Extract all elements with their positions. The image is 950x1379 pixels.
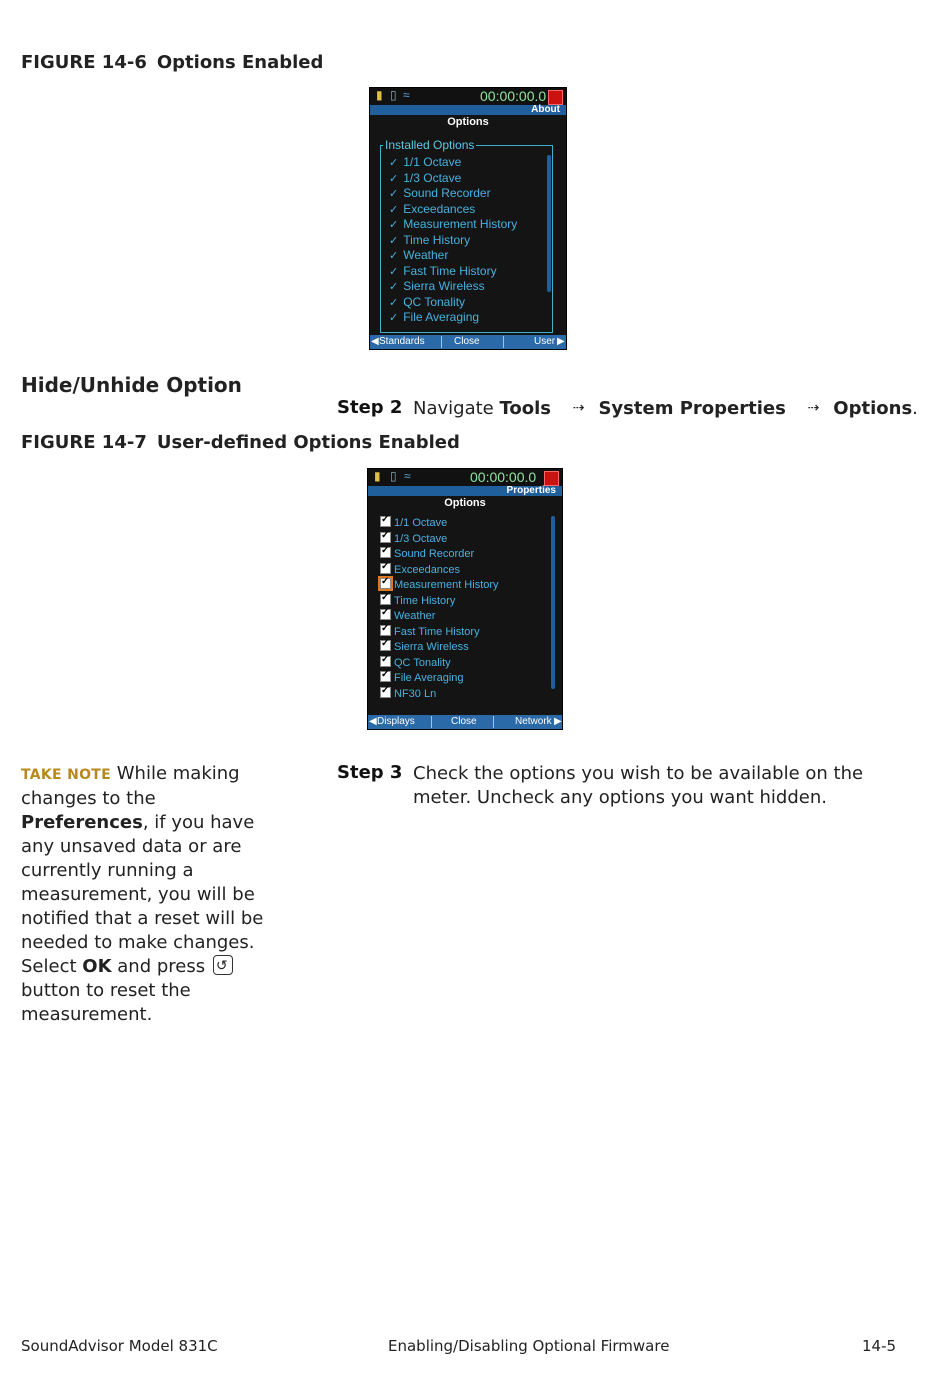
screen-title: Options [447,116,489,128]
timer: 00:00:00.0 [470,469,537,485]
option-checkbox[interactable] [380,594,391,605]
right-arrow-icon: ▶ [557,336,565,347]
option-checkbox[interactable] [380,516,391,527]
check-icon: ✓ [389,172,399,185]
option-label: 1/3 Octave [394,532,448,545]
installed-option-item [389,295,465,309]
softkey-bar [368,715,562,729]
tab-about: About [370,105,566,115]
option-label: Sound Recorder [403,186,491,200]
step-2-verb: Navigate [413,398,494,419]
option-checkbox[interactable] [380,687,391,698]
installed-option-item [389,264,497,278]
usb-icon: ▯ [390,469,397,483]
option-checkbox[interactable] [380,625,391,636]
softkey-close: Close [454,336,480,347]
option-checkbox[interactable] [380,656,391,667]
option-checkbox-row[interactable] [380,656,451,669]
option-checkbox-row[interactable] [380,578,499,591]
installed-options-legend: Installed Options [385,138,475,152]
scrollbar [551,516,555,689]
reset-button-icon [213,955,233,975]
option-label: File Averaging [403,310,480,324]
menu-path-options: Options [833,398,913,419]
option-label: Sound Recorder [394,548,475,560]
figure-number: FIGURE 14-7 [21,432,147,453]
battery-icon: ▮ [376,88,383,102]
option-checkbox[interactable] [380,640,391,651]
check-icon: ✓ [389,157,399,169]
installed-option-item [389,202,475,216]
step-2-text: Navigate Tools ⇢ System Properties ⇢ Options. [413,398,918,419]
softkey-close: Close [451,716,477,727]
option-label: Exceedances [403,201,476,216]
option-label: Weather [403,248,449,262]
softkey-user: User [534,336,556,347]
option-label: Measurement History [394,579,499,591]
figure-caption-14-7 [21,432,460,453]
option-checkbox-row[interactable] [380,625,480,638]
tab-properties: Properties [368,486,562,496]
option-label: Fast Time History [394,625,480,638]
option-label: QC Tonality [403,294,466,309]
arrow-icon: ⇢ [807,400,820,416]
option-checkbox[interactable] [380,563,391,574]
take-note-tag: TAKE NOTE [21,767,112,783]
check-icon: ✓ [389,188,399,200]
option-label: Weather [394,610,436,622]
screen-title: Options [444,497,486,509]
battery-icon: ▮ [374,469,381,483]
section-heading: Hide/Unhide Option [21,373,242,397]
softkey-network: Network [515,716,552,727]
installed-option-item [389,186,491,200]
status-bar [370,88,566,105]
option-label: Sierra Wireless [394,641,469,653]
menu-path-system-properties: System Properties [598,398,786,419]
scrollbar [547,155,551,292]
installed-option-item [389,310,479,324]
option-label: NF30 Ln [394,687,437,700]
option-checkbox-row[interactable] [380,547,474,560]
option-label: Exceedances [394,563,461,576]
stop-icon [548,90,563,105]
installed-option-item [389,155,461,169]
installed-option-item [389,279,485,293]
softkey-standards: Standards [379,336,425,347]
stop-icon [544,471,559,486]
option-label: QC Tonality [394,656,451,669]
check-icon: ✓ [389,234,399,247]
footer-center: Enabling/Disabling Optional Firmware [388,1337,670,1355]
option-label: 1/1 Octave [394,517,448,529]
option-checkbox[interactable] [380,547,391,558]
wifi-icon: ≈ [404,469,411,483]
option-label: Fast Time History [403,263,497,278]
wifi-icon: ≈ [403,88,410,102]
ok-term: OK [82,956,112,977]
device-screen-installed-options [369,87,567,350]
arrow-icon: ⇢ [572,400,585,416]
option-label: Time History [394,594,456,607]
option-checkbox-row[interactable] [380,532,447,545]
option-checkbox[interactable] [380,578,391,589]
option-checkbox-row[interactable] [380,594,455,607]
check-icon: ✓ [389,219,399,231]
page-number: 14-5 [862,1337,897,1355]
menu-path-tools: Tools [499,398,551,419]
installed-option-item [389,171,461,185]
installed-option-item [389,233,470,247]
step-3-text: Check the options you wish to be available on the meter. Uncheck any options you want hidden. [413,763,864,808]
option-checkbox-row[interactable] [380,687,436,700]
option-checkbox-row[interactable] [380,516,447,529]
right-arrow-icon: ▶ [554,716,562,727]
option-checkbox-row[interactable] [380,640,469,653]
option-label: 1/3 Octave [403,170,462,185]
figure-title: Options Enabled [156,52,324,73]
footer-left: SoundAdvisor Model 831C [21,1337,218,1355]
option-checkbox-row[interactable] [380,563,460,576]
check-icon: ✓ [389,265,399,278]
step-3-label: Step 3 [337,762,403,783]
option-label: Time History [403,232,471,247]
option-checkbox-row[interactable] [380,671,464,684]
figure-caption-14-6 [21,52,323,73]
take-note: TAKE NOTE While making changes to the Preferences, if you have any unsaved data or are currently running a measurement, you will be notified that a reset will be needed to make changes. Select OK and press ↺ button to reset the measurement. [21,762,283,1027]
preferences-term: Preferences [21,812,143,833]
left-arrow-icon: ◀ [369,716,377,727]
check-icon: ✓ [389,281,399,293]
installed-option-item [389,217,517,231]
softkey-displays: Displays [377,716,415,727]
installed-option-item [389,248,448,262]
figure-number: FIGURE 14-6 [21,52,147,73]
option-label: 1/1 Octave [403,155,462,169]
option-checkbox[interactable] [380,532,391,543]
option-checkbox[interactable] [380,671,391,682]
usb-icon: ▯ [390,88,397,102]
check-icon: ✓ [389,312,399,324]
check-icon: ✓ [389,296,399,309]
option-checkbox[interactable] [380,609,391,620]
left-arrow-icon: ◀ [371,336,379,347]
figure-title: User-defined Options Enabled [156,432,460,453]
option-label: File Averaging [394,672,464,684]
option-checkbox-row[interactable] [380,609,435,622]
device-screen-user-options [367,468,563,730]
status-bar [368,469,562,486]
option-label: Sierra Wireless [403,279,485,293]
check-icon: ✓ [389,203,399,216]
option-label: Measurement History [403,217,518,231]
softkey-bar [370,335,566,349]
check-icon: ✓ [389,250,399,262]
timer: 00:00:00.0 [480,88,547,104]
step-2-label: Step 2 [337,397,403,418]
